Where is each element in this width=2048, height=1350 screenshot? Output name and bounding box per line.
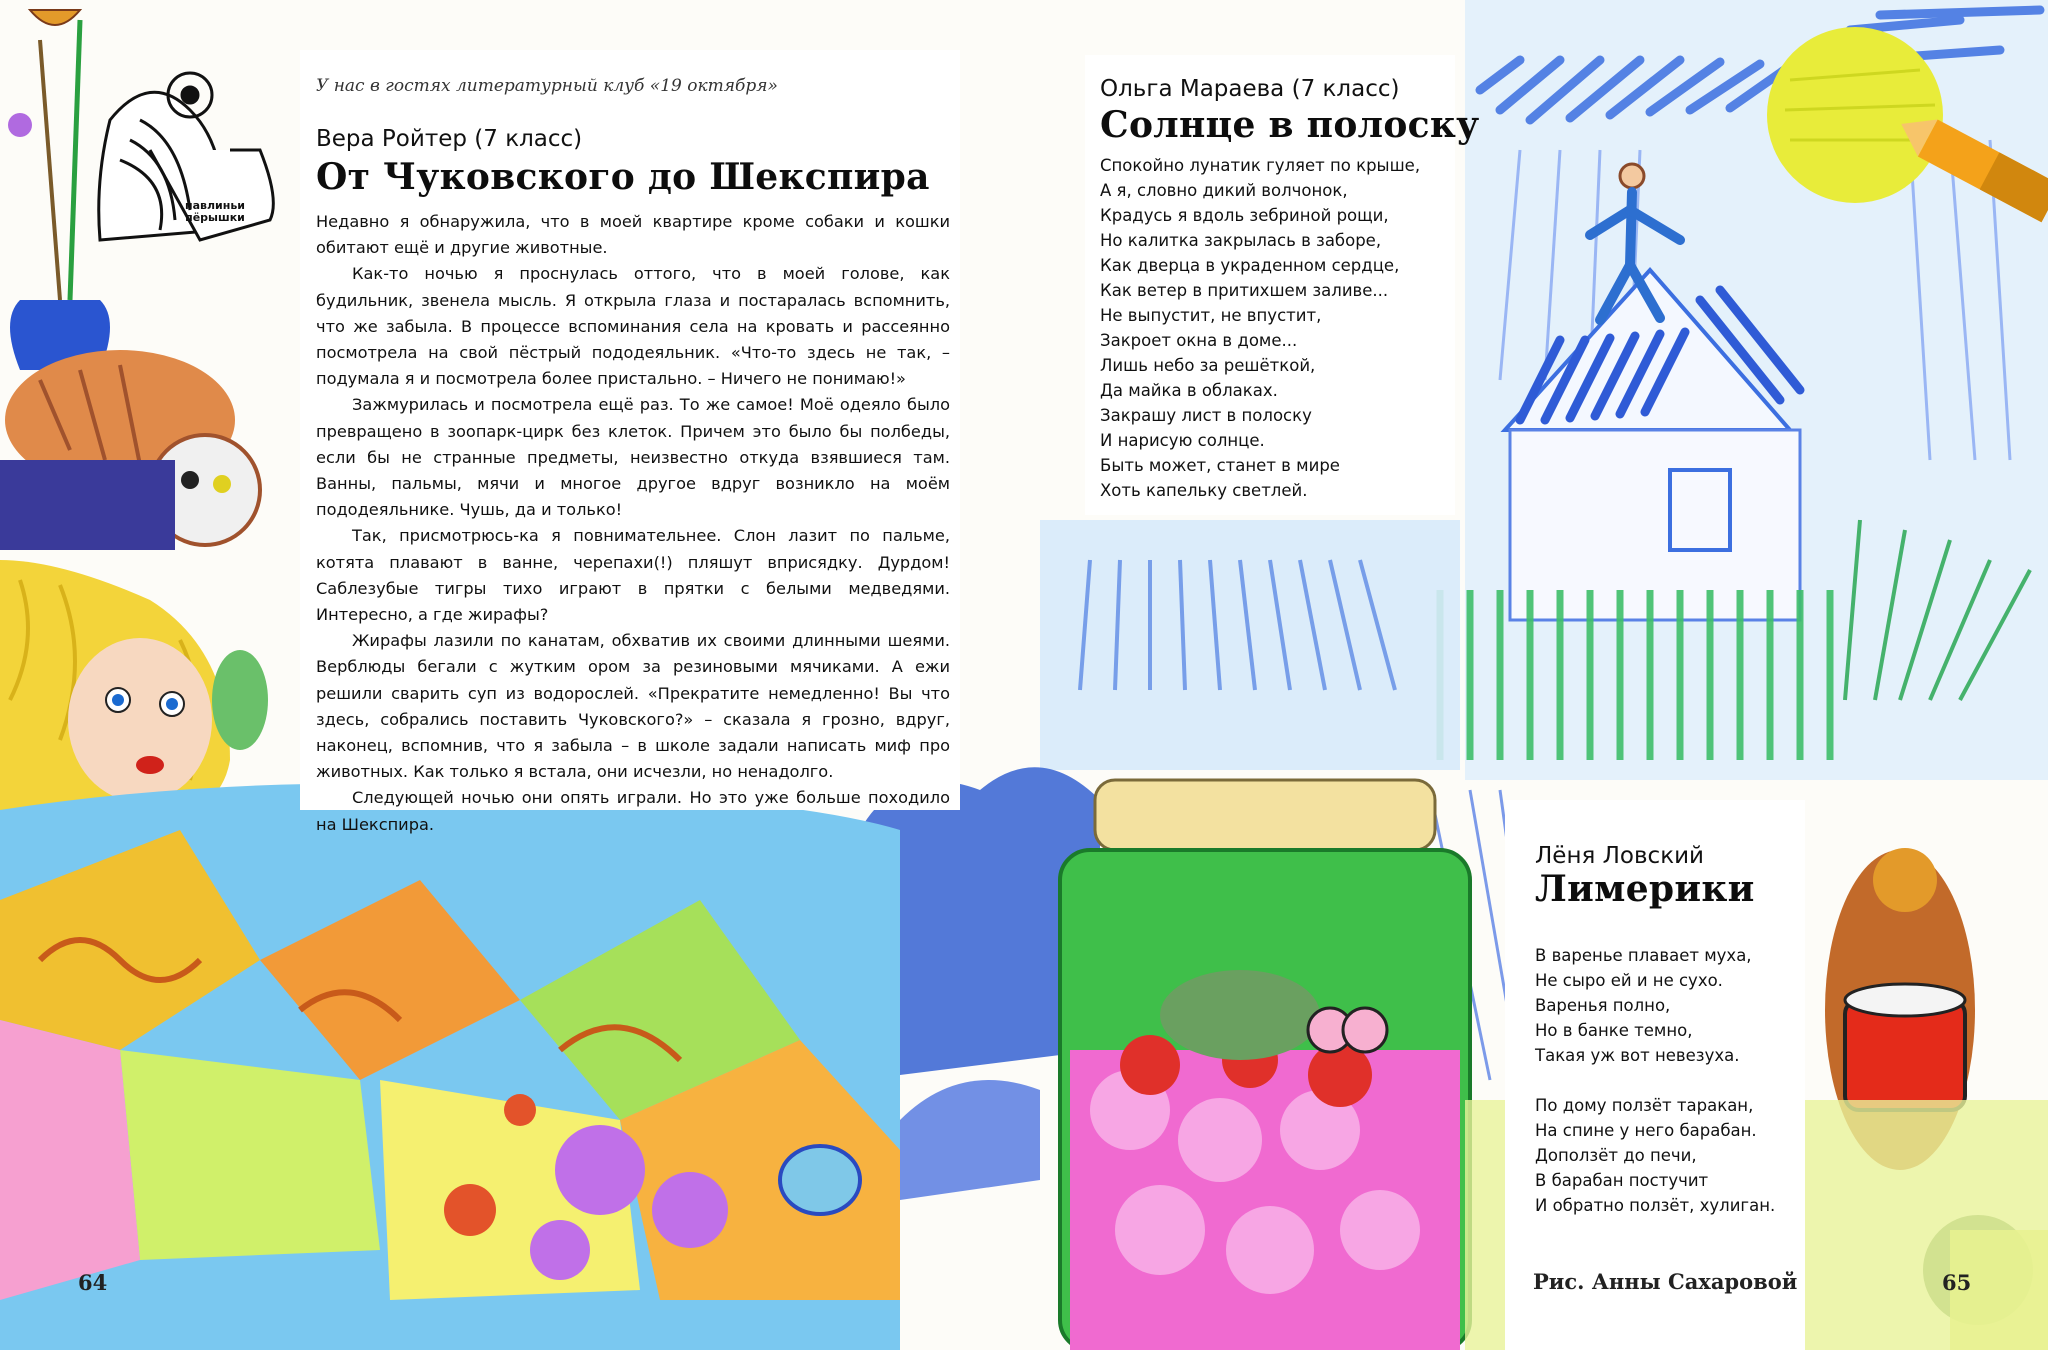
- sun: [1767, 27, 1943, 203]
- verse-line: На спине у него барабан.: [1535, 1121, 1757, 1140]
- page-number-right: 65: [1942, 1270, 1972, 1295]
- story-body: [316, 209, 950, 838]
- story-paragraph: Жирафы лазили по канатам, обхватив их своими длинными шеями. Верблюды бегали с жутким ором за резиновыми мячиками. А ежи решили сварить суп из водорослей. «Прекратите немедленно! Вы что здесь, собрались поставить Чуковского?» – сказала я грозно, вдруг, наконец, вспомнив, что я забыла – в школе задали написать миф про животных. Как только я встала, они исчезли, но ненадолго.: [316, 631, 950, 782]
- story-paragraph: Так, присмотрюсь-ка я повнимательнее. Слон лазит по пальме, котята плавают в ванне, черепахи(!) пляшут вприсядку. Дурдом! Саблезубые тигры тихо играют в прятки с белыми медведями. Интересно, а где жирафы?: [316, 526, 950, 625]
- poem2-author: Лёня Ловский: [1535, 843, 1704, 869]
- poem2-verse: [1535, 943, 1775, 1243]
- page-number-left: 64: [78, 1270, 108, 1295]
- story-paragraph: Недавно я обнаружила, что в моей квартире кроме собаки и кошки обитают ещё и другие животные.: [316, 212, 950, 258]
- logo-text-line1: павлиньи: [185, 199, 246, 212]
- story-author: Вера Ройтер (7 класс): [316, 126, 583, 152]
- verse-line: И нарисую солнце.: [1100, 431, 1265, 450]
- verse-line: Да майка в облаках.: [1100, 381, 1278, 400]
- poem2-title: Лимерики: [1535, 868, 1755, 910]
- verse-line: Закроет окна в доме...: [1100, 331, 1298, 350]
- verse-line: Лишь небо за решёткой,: [1100, 356, 1316, 375]
- verse-line: Быть может, станет в мире: [1100, 456, 1340, 475]
- story-paragraph: Зажмурилась и посмотрела ещё раз. То же самое! Моё одеяло было превращено в зоопарк-цирк без клеток. Причем это было бы полбеды, если бы не странные предметы, неизвестно откуда взявшиеся там. Ванны, пальмы, мячи и многое другое вдруг возникло на моём пододеяльнике. Чушь, да и только!: [316, 395, 950, 520]
- verse-line: Крадусь я вдоль зебриной рощи,: [1100, 206, 1389, 225]
- verse-line: В барабан постучит: [1535, 1171, 1709, 1190]
- vase-with-flower: [8, 10, 110, 370]
- logo-text-line2: пёрышки: [185, 211, 245, 224]
- verse-line: Не выпустит, не впустит,: [1100, 306, 1322, 325]
- bed-headboard: [0, 460, 175, 550]
- verse-line: Спокойно лунатик гуляет по крыше,: [1100, 156, 1421, 175]
- limerick-stanza: [1535, 943, 1775, 1068]
- verse-line: Закрашу лист в полоску: [1100, 406, 1312, 425]
- verse-line: Но калитка закрылась в заборе,: [1100, 231, 1382, 250]
- logo-text: [185, 200, 245, 224]
- verse-line: Такая уж вот невезуха.: [1535, 1046, 1740, 1065]
- verse-line: Доползёт до печи,: [1535, 1146, 1697, 1165]
- poem1-verse: [1100, 153, 1420, 503]
- verse-line: Хоть капельку светлей.: [1100, 481, 1308, 500]
- girl-drawing: [0, 560, 268, 820]
- verse-line: А я, словно дикий волчонок,: [1100, 181, 1348, 200]
- illustration-credit: Рис. Анны Сахаровой: [1533, 1269, 1798, 1294]
- fly-in-jar: [1160, 970, 1320, 1060]
- story-paragraph: Как-то ночью я проснулась оттого, что в моей голове, как будильник, звенела мысль. Я открыла глаза и постаралась вспомнить, что же забыла. В процессе вспоминания села на кровать и рассеянно посмотрела на свой пёстрый пододеяльник. «Что-то здесь не так, – подумала я и посмотрела более пристально. – Ничего не понимаю!»: [316, 264, 950, 389]
- poem1-title: Солнце в полоску: [1100, 104, 1480, 146]
- patchwork-quilt: [0, 783, 900, 1350]
- poem1-author: Ольга Мараева (7 класс): [1100, 76, 1400, 102]
- section-kicker: У нас в гостях литературный клуб «19 октября»: [316, 76, 778, 96]
- limerick-stanza: [1535, 1093, 1775, 1218]
- verse-line: Как дверца в украденном сердце,: [1100, 256, 1400, 275]
- verse-line: Варенья полно,: [1535, 996, 1671, 1015]
- verse-line: В варенье плавает муха,: [1535, 946, 1752, 965]
- story-paragraph: Следующей ночью они опять играли. Но это уже больше походило на Шекспира.: [316, 788, 950, 834]
- verse-line: Как ветер в притихшем заливе...: [1100, 281, 1389, 300]
- verse-line: Не сыро ей и не сухо.: [1535, 971, 1723, 990]
- verse-line: По дому ползёт таракан,: [1535, 1096, 1754, 1115]
- story-title: От Чуковского до Шекспира: [316, 156, 930, 198]
- verse-line: Но в банке темно,: [1535, 1021, 1693, 1040]
- verse-line: И обратно ползёт, хулиган.: [1535, 1196, 1776, 1215]
